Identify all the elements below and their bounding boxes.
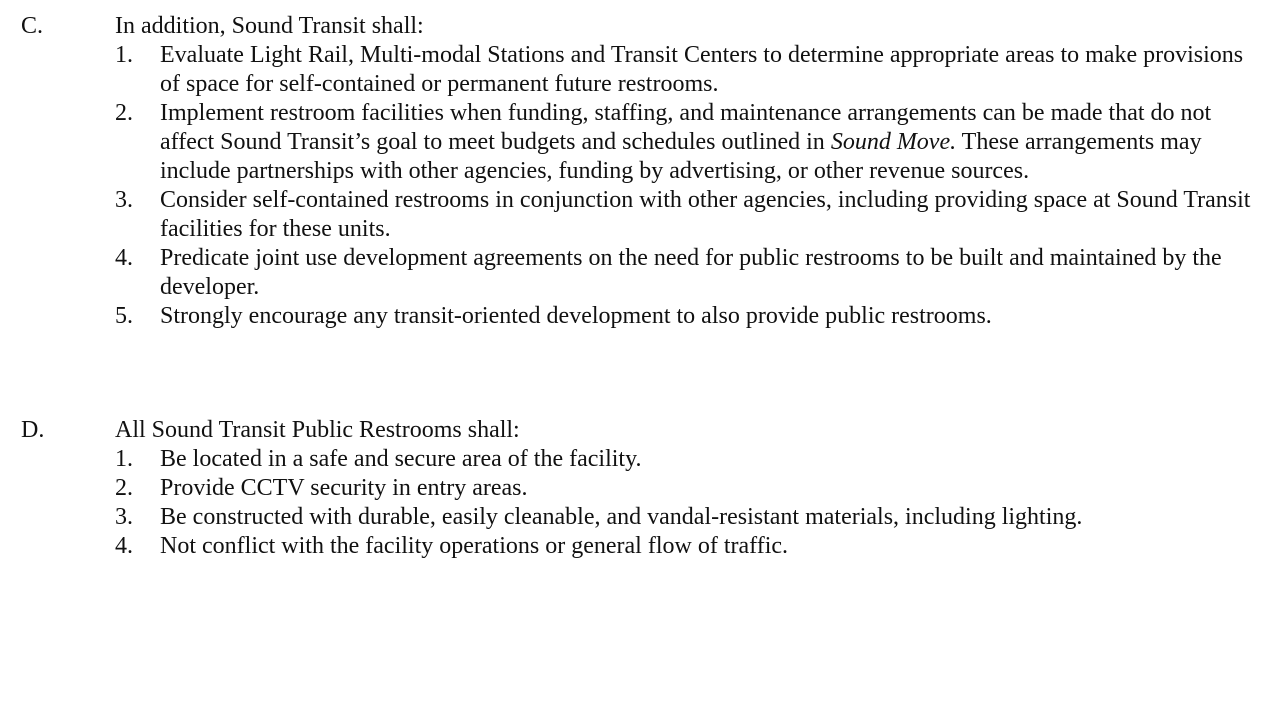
list-item: [0, 503, 1230, 532]
section-letter: D.: [21, 417, 45, 443]
item-text: Be constructed with durable, easily cleanable, and vandal-resistant materials, including lighting.: [160, 504, 1083, 530]
item-number: 5.: [115, 303, 133, 329]
section-intro: All Sound Transit Public Restrooms shall:: [115, 417, 520, 443]
item-number: 1.: [115, 446, 133, 472]
section-intro: In addition, Sound Transit shall:: [115, 13, 424, 39]
item-text-after: These arrangements may include partnerships with other agencies, funding by advertising, or other revenue sources.: [160, 129, 1202, 184]
item-number: 4.: [115, 533, 133, 559]
list-item: [0, 99, 1258, 186]
list-item: [0, 445, 1230, 474]
section-letter: C.: [21, 13, 44, 39]
item-text: Not conflict with the facility operations or general flow of traffic.: [160, 533, 789, 559]
item-number: 4.: [115, 245, 133, 271]
item-number: 2.: [115, 100, 133, 126]
item-number: 1.: [115, 42, 133, 68]
item-text: Evaluate Light Rail, Multi-modal Stations and Transit Centers to determine appropriate areas to make provisions of space for self-contained or permanent future restrooms.: [160, 42, 1244, 97]
item-text: Consider self-contained restrooms in conjunction with other agencies, including providing space at Sound Transit facilities for these units.: [160, 187, 1251, 242]
item-text: Predicate joint use development agreements on the need for public restrooms to be built and maintained by the developer.: [160, 245, 1222, 300]
list-item: [0, 186, 1265, 244]
item-text-italic-title: Sound Move.: [830, 129, 957, 155]
list-item: [0, 244, 1265, 302]
list-item: [0, 532, 1230, 561]
item-text-before: Implement restroom facilities when funding, staffing, and maintenance arrangements can be made that do not affect Sound Transit’s goal to meet budgets and schedules outlined in: [160, 100, 1212, 155]
item-number: 2.: [115, 475, 133, 501]
list-item: [0, 302, 1265, 331]
item-number: 3.: [115, 187, 133, 213]
section-c-list: [0, 41, 1268, 331]
item-number: 3.: [115, 504, 133, 530]
item-text: Provide CCTV security in entry areas.: [160, 475, 528, 501]
item-text: [160, 99, 1258, 186]
list-item: [0, 41, 1265, 99]
list-item: [0, 474, 1230, 503]
item-text: Strongly encourage any transit-oriented development to also provide public restrooms.: [160, 303, 992, 329]
section-d-list: [0, 445, 1268, 561]
item-text: Be located in a safe and secure area of the facility.: [160, 446, 642, 472]
